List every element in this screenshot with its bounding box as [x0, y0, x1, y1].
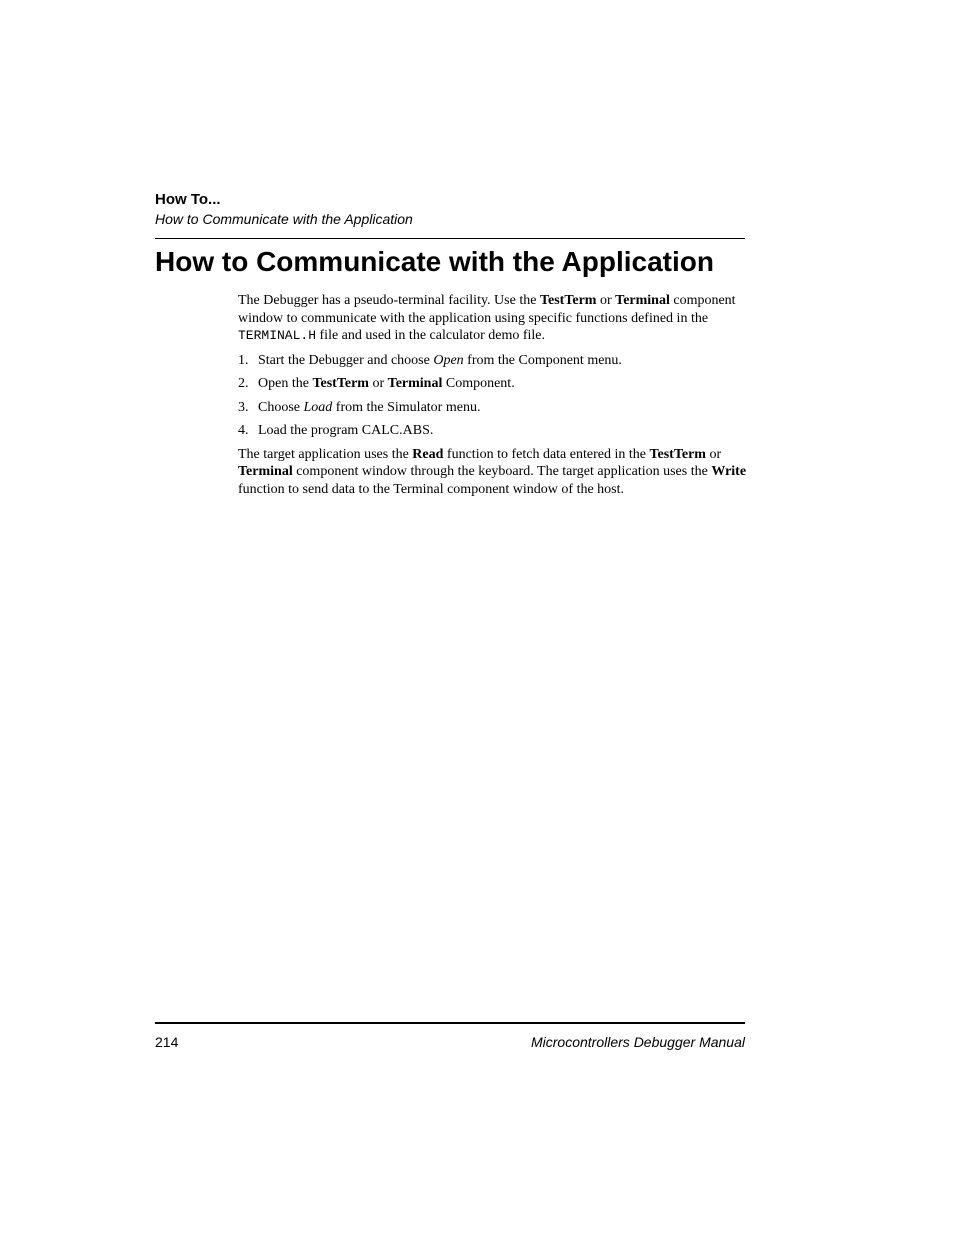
steps-list: [238, 352, 748, 440]
testterm-term: TestTerm: [649, 446, 706, 462]
terminal-term: Terminal: [387, 376, 443, 391]
step-text: from the Simulator menu.: [332, 399, 481, 415]
step-text: Load the program CALC.ABS.: [258, 423, 434, 438]
manual-title: Microcontrollers Debugger Manual: [531, 1034, 745, 1050]
step-text: or: [368, 376, 388, 391]
step-text: Open the: [258, 376, 313, 391]
step-item: [238, 422, 748, 440]
load-menu-term: Load: [303, 399, 333, 415]
closing-text-2: function to fetch data entered in the: [443, 446, 650, 462]
running-header: [155, 191, 745, 228]
page-title: How to Communicate with the Application: [155, 246, 714, 277]
terminal-h-filename: TERMINAL.H: [238, 328, 317, 343]
intro-text-3: component window to communicate with the application using specific functions defined in the: [238, 293, 736, 326]
terminal-term: Terminal: [615, 293, 670, 308]
step-text: Start the Debugger and choose: [258, 352, 434, 368]
step-number: 2.: [238, 376, 249, 391]
step-number: 4.: [238, 423, 249, 438]
step-item: [238, 352, 748, 370]
step-item: [238, 375, 748, 393]
intro-text-2: or: [596, 293, 616, 308]
step-text: Choose: [258, 399, 304, 415]
terminal-term: Terminal: [238, 464, 293, 479]
section-label: How To...: [155, 191, 221, 208]
step-number: 3.: [238, 399, 249, 415]
closing-text-4: component window through the keyboard. The target application uses the: [292, 464, 712, 479]
read-write-paragraph: [238, 446, 748, 499]
step-number: 1.: [238, 352, 249, 368]
testterm-term: TestTerm: [312, 376, 369, 391]
section-subtitle: How to Communicate with the Application: [155, 211, 413, 227]
intro-paragraph: [238, 292, 748, 345]
intro-text-1: The Debugger has a pseudo-terminal facility. Use the: [238, 293, 540, 308]
page-number: 214: [155, 1034, 179, 1050]
intro-text-4: file and used in the calculator demo file.: [316, 328, 545, 343]
step-text: Component.: [442, 376, 515, 391]
closing-text-3: or: [705, 446, 722, 462]
testterm-term: TestTerm: [539, 293, 597, 308]
read-function-term: Read: [412, 446, 444, 462]
closing-text-5: function to send data to the Terminal component window of the host.: [238, 481, 625, 497]
open-menu-term: Open: [433, 352, 464, 368]
header-rule: [155, 238, 745, 239]
write-function-term: Write: [711, 464, 747, 479]
footer-rule: [155, 1022, 745, 1024]
main-content: [238, 292, 748, 498]
closing-text-1: The target application uses the: [238, 446, 413, 462]
step-item: [238, 399, 748, 417]
step-text: from the Component menu.: [463, 352, 622, 368]
